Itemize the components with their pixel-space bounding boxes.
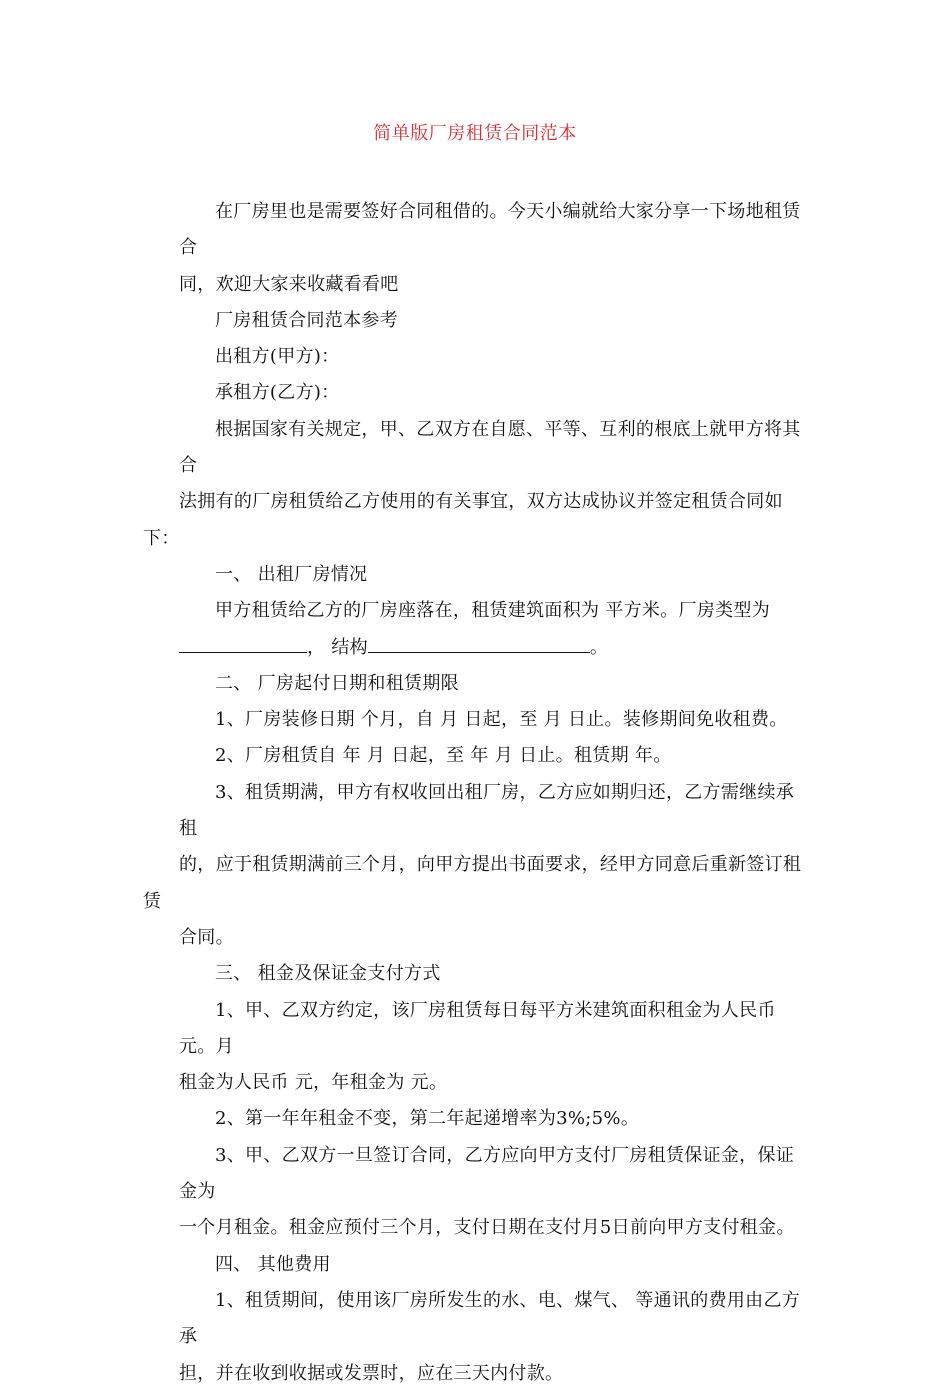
clause [143,1101,807,1137]
clause [143,775,807,956]
paragraph-line: 3、甲、乙双方一旦签订合同，乙方应向甲方支付厂房租赁保证金，保证金为 [179,1144,795,1203]
paragraph-line: 一个月租金。租金应预付三个月，支付日期在支付月5日前向甲方支付租金。 [179,1217,795,1239]
paragraph-line: 合同。 [179,926,234,948]
paragraph-line: 根据国家有关规定，甲、乙双方在自愿、平等、互利的根底上就甲方将其合 [179,418,801,477]
paragraph-line: 厂房租赁合同范本参考 [215,309,398,331]
paragraph-line: 同，欢迎大家来收藏看看吧 [179,273,399,295]
inline-text: 。 [589,636,609,658]
clause [143,1138,807,1247]
paragraph-line: 在厂房里也是需要签好合同租借的。今天小编就给大家分享一下场地租赁合 [179,201,801,259]
paragraph-line: 租金为人民币 元，年租金为 元。 [179,1072,448,1094]
fill-in-blank [368,634,590,653]
document-body [143,194,807,1392]
section-heading [143,956,807,992]
paragraph-line: 3、租赁期满，甲方有权收回出租厂房，乙方应如期归还，乙方需继续承租 [179,781,795,840]
section-heading [143,557,807,593]
clause [143,738,807,774]
paragraph-line [143,630,807,666]
paragraph-line: 1、厂房装修日期 个月，自 月 日起，至 月 日止。装修期间免收租费。 [215,709,788,731]
clause [143,702,807,738]
paragraph-line: 四、 其他费用 [215,1253,331,1275]
paragraph-line: 1、租赁期间，使用该厂房所发生的水、电、煤气、 等通讯的费用由乙方承 [179,1289,801,1348]
paragraph-line: 二、 厂房起付日期和租赁期限 [215,672,459,694]
paragraph-location [143,593,807,666]
paragraph-line: 一、 出租厂房情况 [215,563,368,585]
clause [143,1283,807,1392]
paragraph-line: 出租方(甲方)： [215,346,340,368]
paragraph-line: 的，应于租赁期满前三个月，向甲方提出书面要求，经甲方同意后重新签订租赁 [143,854,802,912]
paragraph-subtitle [143,303,807,339]
paragraph-preamble [143,412,807,557]
fill-in-blank [179,634,307,653]
paragraph-line: 2、厂房租赁自 年 月 日起，至 年 月 日止。租赁期 年。 [215,745,672,767]
paragraph-line: 2、第一年年租金不变，第二年起递增率为3%;5%。 [215,1108,640,1130]
section-heading [143,1247,807,1283]
paragraph-line: 担，并在收到收据或发票时，应在三天内付款。 [179,1362,564,1384]
paragraph-line: 甲方租赁给乙方的厂房座落在，租赁建筑面积为 平方米。厂房类型为 [215,600,771,622]
paragraph-intro [143,194,807,303]
paragraph-lessor [143,339,807,375]
paragraph-line: 三、 租金及保证金支付方式 [215,963,441,985]
paragraph-line: 承租方(乙方)： [215,382,340,404]
paragraph-line: 1、甲、乙双方约定，该厂房租赁每日每平方米建筑面积租金为人民币 元。月 [179,999,776,1057]
section-heading [143,666,807,702]
paragraph-line: 法拥有的厂房租赁给乙方使用的有关事宜，双方达成协议并签定租赁合同如下： [143,491,783,549]
clause [143,993,807,1102]
inline-text: ， 结构 [307,636,368,658]
document-title: 简单版厂房租赁合同范本 [373,123,577,144]
paragraph-lessee [143,375,807,411]
